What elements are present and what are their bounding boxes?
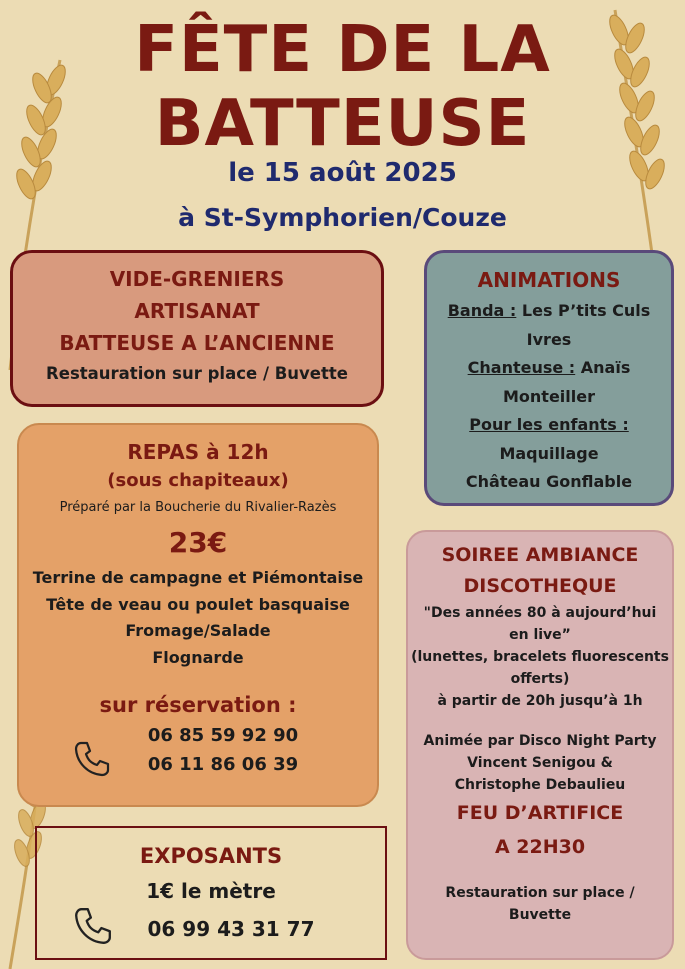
menu-item: Fromage/Salade	[125, 621, 271, 640]
soiree-host-2: Vincent Senigou &	[467, 755, 613, 771]
reservation-label: sur réservation :	[99, 693, 297, 717]
enfants-item-2: Château Gonflable	[465, 472, 633, 491]
phone-icon	[72, 739, 112, 779]
soiree-quote-2: en live”	[509, 627, 571, 643]
vide-greniers-box	[10, 250, 384, 407]
banda-line	[427, 297, 671, 326]
soiree-title-1: SOIREE AMBIANCE	[441, 544, 639, 566]
enfants-label: Pour les enfants :	[469, 415, 629, 434]
phone-icon	[72, 905, 114, 947]
restauration-label: Restauration sur place / Buvette	[46, 364, 348, 383]
banda-value-2: Ivres	[526, 329, 572, 349]
repas-subtitle: (sous chapiteaux)	[107, 470, 289, 491]
feu-artifice-label: FEU D’ARTIFICE	[456, 802, 624, 824]
soiree-quote-1: "Des années 80 à aujourd’hui	[423, 605, 657, 621]
menu-item: Tête de veau ou poulet basquaise	[46, 594, 350, 614]
soiree-offer-2: offerts)	[510, 671, 570, 687]
repas-prepared-by: Préparé par la Boucherie du Rivalier-Razès	[59, 500, 337, 515]
chanteuse-value: Anaïs	[580, 358, 631, 377]
repas-title: REPAS à 12h	[127, 440, 269, 464]
chanteuse-label: Chanteuse :	[467, 358, 576, 377]
enfants-item-1: Maquillage	[499, 443, 599, 463]
exposants-phone[interactable]: 06 99 43 31 77	[147, 917, 315, 941]
soiree-offer-1: (lunettes, bracelets fluorescents	[411, 649, 669, 665]
event-place: à St-Symphorien/Couze	[178, 203, 507, 232]
feu-artifice-time: A 22H30	[494, 836, 586, 858]
animations-title: ANIMATIONS	[477, 268, 621, 292]
chanteuse-line	[427, 354, 671, 383]
soiree-host-3: Christophe Debaulieu	[454, 777, 626, 793]
soiree-resto-2: Buvette	[508, 907, 572, 923]
phone-number-2[interactable]: 06 11 86 06 39	[147, 754, 299, 775]
menu-item: Terrine de campagne et Piémontaise	[32, 568, 364, 587]
event-date: le 15 août 2025	[228, 158, 457, 188]
soiree-box	[406, 530, 674, 960]
menu-item: Flognarde	[152, 647, 244, 667]
banda-value: Les P’tits Culs	[521, 301, 651, 320]
exposants-title: EXPOSANTS	[139, 844, 283, 868]
soiree-resto-1: Restauration sur place /	[445, 885, 635, 901]
animations-box	[424, 250, 674, 506]
page-title-line1: FÊTE DE LA	[134, 13, 551, 87]
soiree-host-1: Animée par Disco Night Party	[423, 733, 657, 749]
exposants-price: 1€ le mètre	[146, 879, 276, 903]
phone-number-1[interactable]: 06 85 59 92 90	[147, 725, 299, 746]
batteuse-label: BATTEUSE A L’ANCIENNE	[59, 331, 335, 355]
chanteuse-value-2: Monteiller	[503, 386, 595, 406]
artisanat-label: ARTISANAT	[134, 299, 260, 323]
vide-greniers-label: VIDE-GRENIERS	[109, 267, 285, 291]
soiree-time: à partir de 20h jusqu’à 1h	[437, 693, 643, 709]
repas-price: 23€	[168, 526, 228, 559]
page-title-line2: BATTEUSE	[154, 87, 531, 161]
banda-label: Banda :	[447, 301, 517, 320]
soiree-title-2: DISCOTHEQUE	[463, 575, 617, 597]
